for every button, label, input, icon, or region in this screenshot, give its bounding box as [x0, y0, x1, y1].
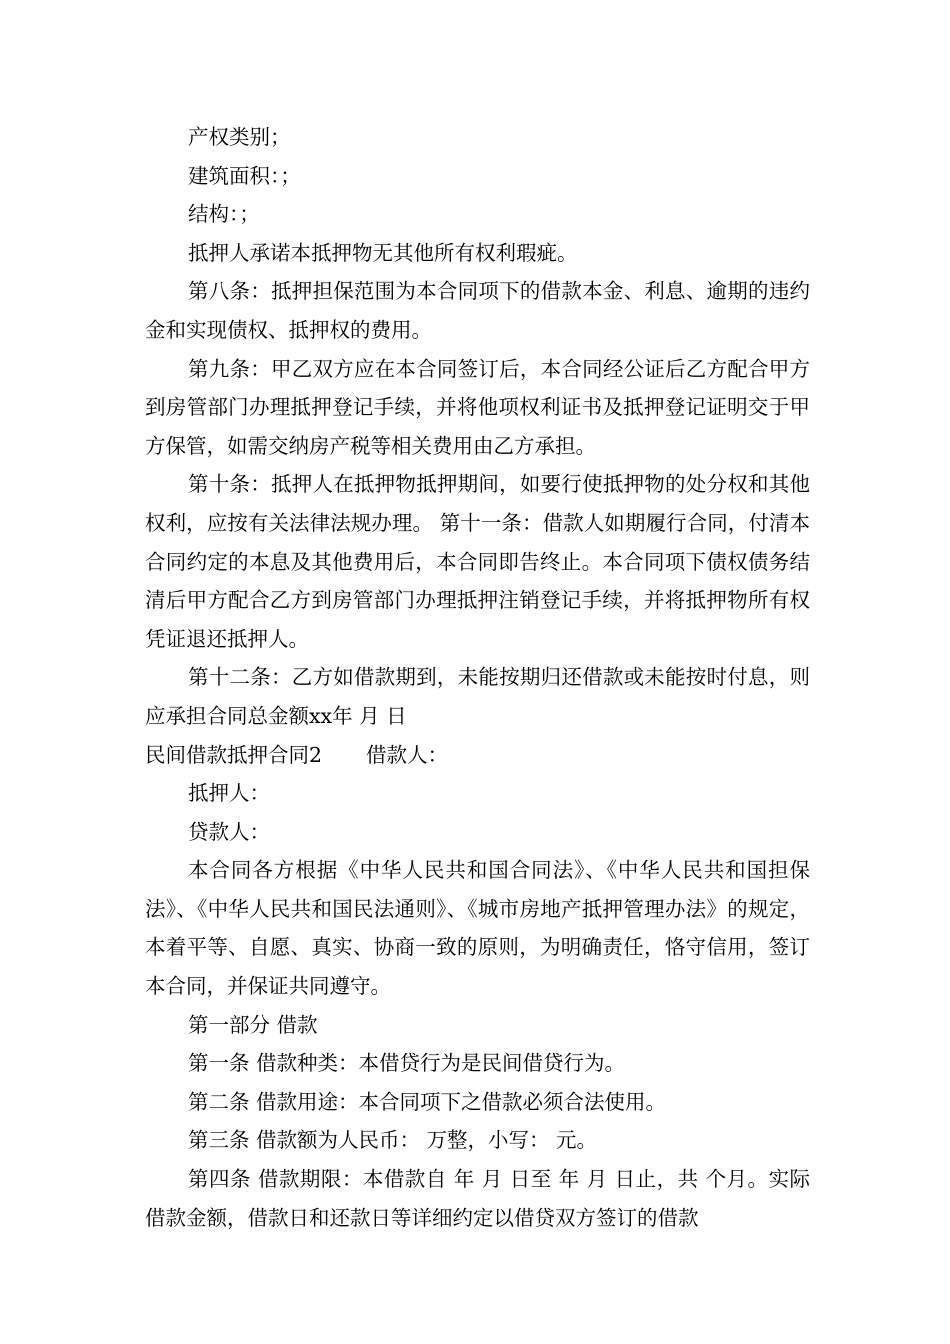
second-contract-title: 民间借款抵押合同2 [145, 742, 323, 767]
paragraph-building-area: 建筑面积：； [188, 163, 301, 188]
borrower-label: 借款人： [366, 742, 449, 767]
paragraph-lender-label: 贷款人： [188, 819, 270, 844]
paragraph-loan-article-2: 第二条 借款用途：本合同项下之借款必须合法使用。 [188, 1089, 667, 1114]
paragraph-property-type: 产权类别； [188, 125, 291, 149]
paragraph-structure: 结构：； [188, 202, 260, 227]
second-contract-heading [145, 736, 810, 775]
paragraph-preamble: 本合同各方根据《中华人民共和国合同法》、《中华人民共和国担保法》、《中华人民共和国民法通则》、《城市房地产抵押管理办法》的规定，本着平等、自愿、真实、协商一致的原则，为明确责任，恪守信用，签订本合同，并保证共同遵守。 [145, 858, 810, 999]
paragraph-loan-article-4: 第四条 借款期限：本借款自 年 月 日至 年 月 日止，共 个月。实际借款金额，借款日和还款日等详细约定以借贷双方签订的借款 [145, 1167, 810, 1230]
paragraph-article-8: 第八条：抵押担保范围为本合同项下的借款本金、利息、逾期的违约金和实现债权、抵押权的费用。 [145, 279, 810, 342]
paragraph-article-12: 第十二条：乙方如借款期到，未能按期归还借款或未能按时付息，则应承担合同总金额xx年 月 日 [145, 665, 810, 728]
paragraph-loan-article-3: 第三条 借款额为人民币： 万整，小写： 元。 [188, 1128, 598, 1153]
document-body [145, 118, 810, 1237]
paragraph-article-10-11: 第十条：抵押人在抵押物抵押期间，如要行使抵押物的处分权和其他权利，应按有关法律法规办理。 第十一条：借款人如期履行合同，付清本合同约定的本息及其他费用后，本合同即告终止。本合同项下债权债务结清后甲方配合乙方到房管部门办理抵押注销登记手续，并将抵押物所有权凭证退还抵押人。 [145, 472, 810, 651]
paragraph-loan-article-1: 第一条 借款种类：本借贷行为是民间借贷行为。 [188, 1051, 626, 1076]
paragraph-mortgagor-label: 抵押人： [188, 781, 270, 806]
paragraph-mortgagor-promise: 抵押人承诺本抵押物无其他所有权利瑕疵。 [188, 240, 578, 265]
section-heading-part-1: 第一部分 借款 [188, 1012, 318, 1037]
paragraph-article-9: 第九条：甲乙双方应在本合同签订后，本合同经公证后乙方配合甲方到房管部门办理抵押登记手续，并将他项权利证书及抵押登记证明交于甲方保管，如需交纳房产税等相关费用由乙方承担。 [145, 356, 810, 458]
